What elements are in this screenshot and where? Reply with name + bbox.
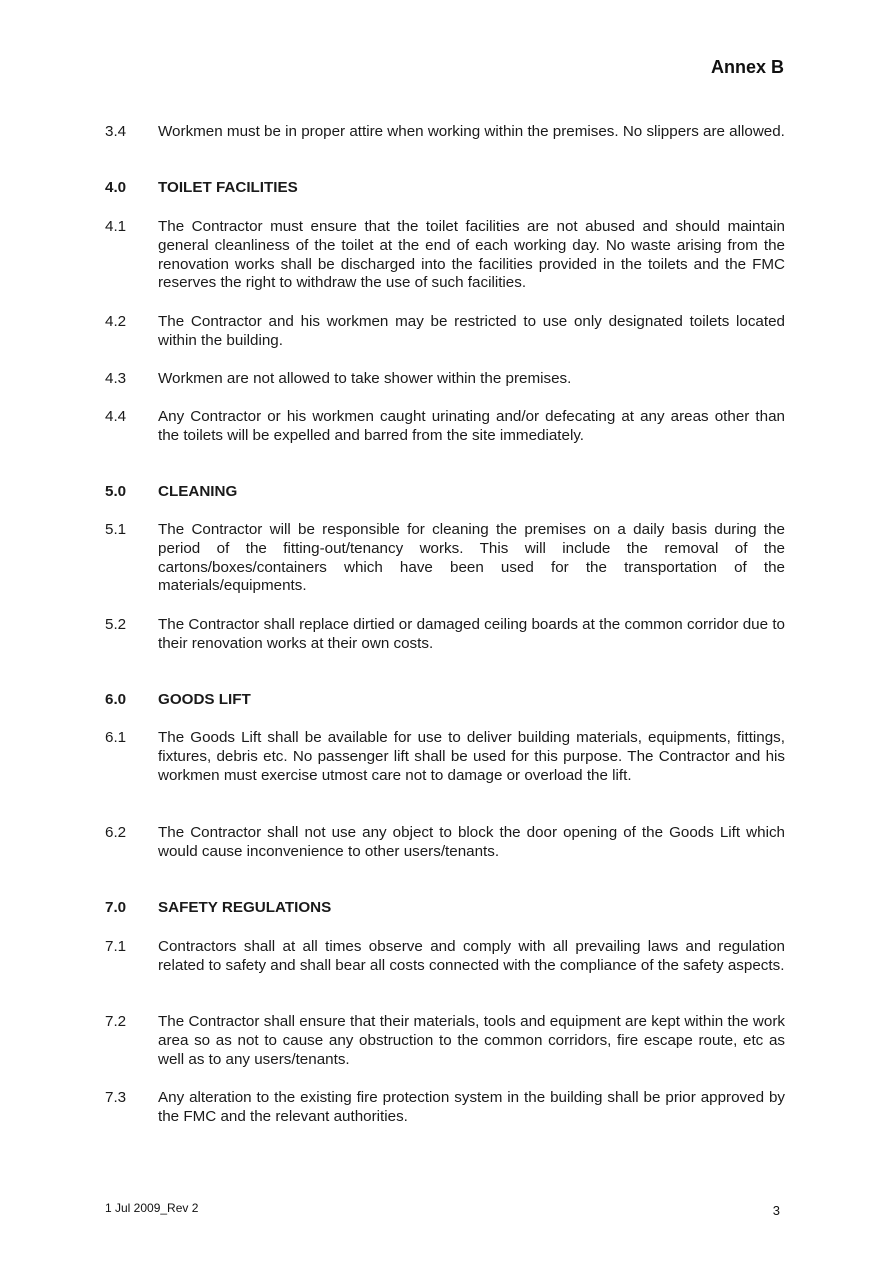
clause-4-4: [105, 408, 785, 446]
clause-5-1: [105, 521, 785, 596]
section-heading-4: [105, 179, 785, 198]
clause-4-3: [105, 370, 785, 389]
clause-text: Contractors shall at all times observe and comply with all prevailing laws and regulation related to safety and shall bear all costs connected with the compliance of the safety aspects.: [158, 938, 785, 974]
annex-label: Annex B: [710, 57, 784, 77]
clause-text: The Contractor must ensure that the toilet facilities are not abused and should maintain general cleanliness of the toilet at the end of each working day. No waste arising from the renovation works shall be discharged into the facilities provided in the toilets and the FMC reserves the right to withdraw the use of such facilities.: [158, 218, 785, 292]
clause-number: 4.1: [105, 218, 127, 235]
clause-text: The Contractor and his workmen may be restricted to use only designated toilets located within the building.: [158, 313, 785, 349]
clause-text: The Goods Lift shall be available for use to deliver building materials, equipments, fittings, fixtures, debris etc. No passenger lift shall be used for this purpose. The Contractor and his workmen must exercise utmost care not to damage or overload the lift.: [158, 729, 785, 784]
section-number: 5.0: [105, 483, 127, 500]
section-number: 7.0: [105, 899, 127, 916]
clause-number: 7.2: [105, 1013, 127, 1030]
clause-number: 3.4: [105, 123, 127, 140]
clause-number: 4.4: [105, 408, 127, 425]
clause-7-1: [105, 938, 785, 976]
page-number: 3: [772, 1203, 780, 1218]
clause-number: 6.1: [105, 729, 127, 746]
section-title: SAFETY REGULATIONS: [158, 899, 332, 916]
clause-number: 7.3: [105, 1089, 127, 1106]
section-number: 6.0: [105, 691, 127, 708]
section-title: TOILET FACILITIES: [158, 179, 298, 196]
clause-5-2: [105, 616, 785, 654]
clause-number: 4.2: [105, 313, 127, 330]
section-heading-5: [105, 483, 785, 502]
clause-text: The Contractor shall not use any object to block the door opening of the Goods Lift which would cause inconvenience to other users/tenants.: [158, 824, 785, 860]
clause-6-2: [105, 824, 785, 862]
section-heading-6: [105, 691, 785, 710]
section-number: 4.0: [105, 179, 127, 196]
clause-number: 5.2: [105, 616, 127, 633]
clause-text: The Contractor shall ensure that their materials, tools and equipment are kept within the work area so as not to cause any obstruction to the common corridors, fire escape route, etc as well as to any users/tenants.: [158, 1013, 785, 1068]
clause-number: 4.3: [105, 370, 127, 387]
clause-6-1: [105, 729, 785, 785]
clause-text: The Contractor will be responsible for cleaning the premises on a daily basis during the period of the fitting-out/tenancy works. This will include the removal of the cartons/boxes/containers which have been used for the transportation of the materials/equipments.: [158, 521, 785, 595]
section-title: GOODS LIFT: [158, 691, 251, 708]
clause-4-1: [105, 218, 785, 293]
clause-text: Any alteration to the existing fire protection system in the building shall be prior approved by the FMC and the relevant authorities.: [158, 1089, 785, 1125]
clause-text: Workmen must be in proper attire when working within the premises. No slippers are allowed.: [158, 123, 785, 140]
section-title: CLEANING: [158, 483, 238, 500]
section-heading-7: [105, 899, 785, 918]
clause-text: The Contractor shall replace dirtied or damaged ceiling boards at the common corridor due to their renovation works at their own costs.: [158, 616, 785, 652]
clause-number: 5.1: [105, 521, 127, 538]
clause-7-2: [105, 1013, 785, 1069]
clause-4-2: [105, 313, 785, 351]
footer-revision-date: 1 Jul 2009_Rev 2: [105, 1201, 199, 1215]
clause-text: Any Contractor or his workmen caught urinating and/or defecating at any areas other than the toilets will be expelled and barred from the site immediately.: [158, 408, 785, 444]
clause-3-4: [105, 123, 785, 142]
clause-text: Workmen are not allowed to take shower within the premises.: [158, 370, 572, 387]
clause-number: 6.2: [105, 824, 127, 841]
clause-7-3: [105, 1089, 785, 1127]
clause-number: 7.1: [105, 938, 127, 955]
